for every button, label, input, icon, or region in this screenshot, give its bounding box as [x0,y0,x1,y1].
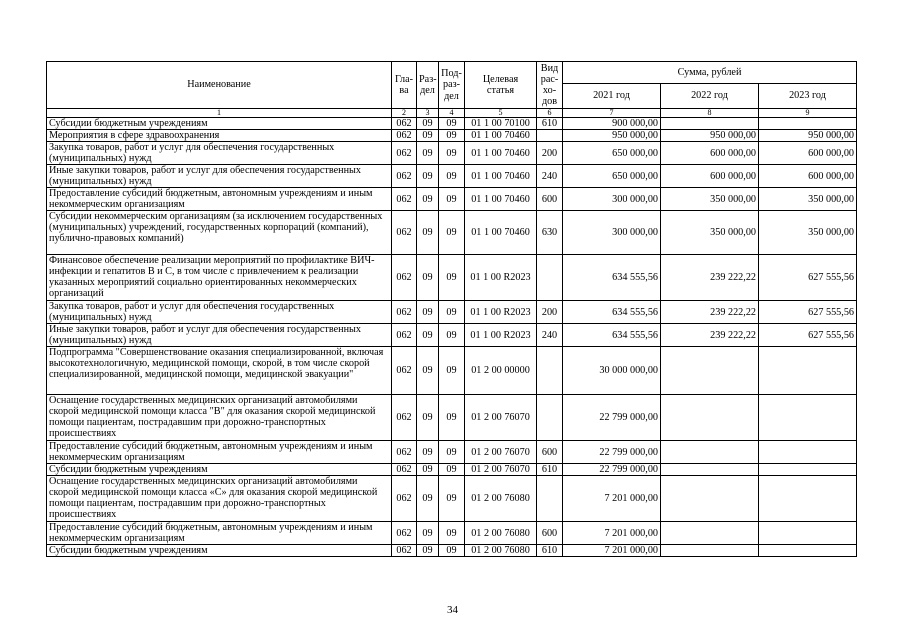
row-expense-type: 200 [537,301,563,324]
table-row [47,441,857,464]
row-name: Оснащение государственных медицинских организаций автомобилями скорой медицинской помощи класса "В" для оказания скорой медицинской помощи пациентам, пострадавшим при дорожно-транспортных происшествиях [47,395,392,441]
row-sum-2023: 350 000,00 [759,188,857,211]
header-name: Наименование [47,62,392,109]
table-row [47,522,857,545]
row-expense-type [537,347,563,395]
table-row [47,165,857,188]
row-expense-type: 240 [537,324,563,347]
row-sum-2021: 650 000,00 [563,142,661,165]
table-row [47,255,857,301]
table-row [47,464,857,476]
header-chapter: Гла- ва [392,62,417,109]
row-expense-type: 600 [537,188,563,211]
row-name: Оснащение государственных медицинских организаций автомобилями скорой медицинской помощи класса «С» для оказания скорой медицинской помощи пациентам, пострадавшим при дорожно-транспортных происшествиях [47,476,392,522]
column-numbers-row [47,109,857,118]
row-expense-type [537,255,563,301]
row-subsection: 09 [439,188,465,211]
row-chapter: 062 [392,255,417,301]
page-number: 34 [447,604,458,616]
row-chapter: 062 [392,165,417,188]
row-target: 01 2 00 76080 [465,476,537,522]
row-sum-2023 [759,522,857,545]
row-expense-type: 610 [537,545,563,557]
row-section: 09 [417,118,439,130]
row-section: 09 [417,165,439,188]
row-name: Мероприятия в сфере здравоохранения [47,130,392,142]
row-chapter: 062 [392,464,417,476]
row-section: 09 [417,395,439,441]
row-expense-type: 600 [537,441,563,464]
row-section: 09 [417,441,439,464]
table-row [47,301,857,324]
row-target: 01 2 00 76070 [465,395,537,441]
row-expense-type [537,130,563,142]
row-sum-2023: 600 000,00 [759,165,857,188]
row-target: 01 2 00 76080 [465,545,537,557]
row-chapter: 062 [392,142,417,165]
col-number: 1 [47,109,392,118]
row-target: 01 1 00 70460 [465,165,537,188]
header-section: Раз- дел [417,62,439,109]
row-chapter: 062 [392,347,417,395]
table-row [47,545,857,557]
row-sum-2022 [661,476,759,522]
header-expense-type: Вид рас- хо- дов [537,62,563,109]
row-expense-type: 610 [537,464,563,476]
row-target: 01 2 00 76070 [465,441,537,464]
row-target: 01 1 00 70460 [465,130,537,142]
row-sum-2023: 627 555,56 [759,324,857,347]
row-target: 01 2 00 76080 [465,522,537,545]
row-section: 09 [417,301,439,324]
row-section: 09 [417,347,439,395]
row-sum-2021: 7 201 000,00 [563,522,661,545]
row-sum-2022 [661,522,759,545]
row-name: Субсидии бюджетным учреждениям [47,464,392,476]
row-target: 01 1 00 70100 [465,118,537,130]
row-subsection: 09 [439,118,465,130]
row-sum-2023: 350 000,00 [759,211,857,255]
row-section: 09 [417,476,439,522]
row-sum-2021: 300 000,00 [563,211,661,255]
table-row [47,118,857,130]
row-section: 09 [417,142,439,165]
row-sum-2022 [661,464,759,476]
header-target: Целевая статья [465,62,537,109]
row-target: 01 1 00 R2023 [465,301,537,324]
row-subsection: 09 [439,255,465,301]
col-number: 9 [759,109,857,118]
table-row [47,476,857,522]
row-sum-2023 [759,347,857,395]
row-chapter: 062 [392,395,417,441]
row-chapter: 062 [392,545,417,557]
row-chapter: 062 [392,130,417,142]
row-section: 09 [417,188,439,211]
row-expense-type: 600 [537,522,563,545]
budget-table [46,61,857,557]
row-expense-type: 240 [537,165,563,188]
row-sum-2023 [759,545,857,557]
row-name: Иные закупки товаров, работ и услуг для обеспечения государственных (муниципальных) нужд [47,165,392,188]
row-subsection: 09 [439,395,465,441]
col-number: 5 [465,109,537,118]
row-name: Предоставление субсидий бюджетным, автономным учреждениям и иным некоммерческим организациям [47,188,392,211]
row-subsection: 09 [439,464,465,476]
row-subsection: 09 [439,142,465,165]
row-sum-2022: 600 000,00 [661,165,759,188]
row-sum-2022 [661,395,759,441]
row-sum-2022 [661,441,759,464]
header-2023: 2023 год [759,84,857,109]
row-sum-2021: 300 000,00 [563,188,661,211]
header-sum: Сумма, рублей [563,62,857,84]
row-sum-2022 [661,545,759,557]
row-sum-2021: 7 201 000,00 [563,476,661,522]
row-sum-2022: 239 222,22 [661,255,759,301]
row-name: Предоставление субсидий бюджетным, автономным учреждениям и иным некоммерческим организациям [47,522,392,545]
row-name: Иные закупки товаров, работ и услуг для обеспечения государственных (муниципальных) нужд [47,324,392,347]
header-2022: 2022 год [661,84,759,109]
row-subsection: 09 [439,347,465,395]
row-sum-2021: 634 555,56 [563,324,661,347]
row-name: Закупка товаров, работ и услуг для обеспечения государственных (муниципальных) нужд [47,301,392,324]
row-sum-2021: 634 555,56 [563,301,661,324]
row-sum-2022: 239 222,22 [661,301,759,324]
row-section: 09 [417,255,439,301]
row-sum-2023 [759,118,857,130]
row-sum-2023: 627 555,56 [759,301,857,324]
row-sum-2021: 22 799 000,00 [563,464,661,476]
row-sum-2021: 950 000,00 [563,130,661,142]
row-expense-type [537,395,563,441]
row-expense-type: 610 [537,118,563,130]
row-chapter: 062 [392,188,417,211]
row-sum-2021: 634 555,56 [563,255,661,301]
row-name: Закупка товаров, работ и услуг для обеспечения государственных (муниципальных) нужд [47,142,392,165]
row-sum-2021: 900 000,00 [563,118,661,130]
row-sum-2022: 950 000,00 [661,130,759,142]
row-expense-type: 630 [537,211,563,255]
row-subsection: 09 [439,165,465,188]
table-row [47,347,857,395]
col-number: 3 [417,109,439,118]
row-section: 09 [417,522,439,545]
row-sum-2023 [759,476,857,522]
row-sum-2021: 22 799 000,00 [563,441,661,464]
col-number: 4 [439,109,465,118]
row-chapter: 062 [392,301,417,324]
row-sum-2023 [759,441,857,464]
row-sum-2023: 627 555,56 [759,255,857,301]
row-chapter: 062 [392,441,417,464]
col-number: 7 [563,109,661,118]
row-chapter: 062 [392,211,417,255]
row-chapter: 062 [392,476,417,522]
table-row [47,188,857,211]
row-expense-type: 200 [537,142,563,165]
row-subsection: 09 [439,545,465,557]
col-number: 2 [392,109,417,118]
col-number: 8 [661,109,759,118]
row-subsection: 09 [439,301,465,324]
table-row [47,130,857,142]
col-number: 6 [537,109,563,118]
row-chapter: 062 [392,522,417,545]
header-2021: 2021 год [563,84,661,109]
row-chapter: 062 [392,118,417,130]
row-sum-2023: 600 000,00 [759,142,857,165]
header-subsection: Под- раз- дел [439,62,465,109]
row-sum-2021: 30 000 000,00 [563,347,661,395]
table-row [47,324,857,347]
table-row [47,211,857,255]
row-target: 01 1 00 70460 [465,142,537,165]
row-sum-2022: 600 000,00 [661,142,759,165]
row-subsection: 09 [439,130,465,142]
row-name: Субсидии бюджетным учреждениям [47,545,392,557]
row-expense-type [537,476,563,522]
row-target: 01 1 00 R2023 [465,324,537,347]
row-subsection: 09 [439,476,465,522]
row-sum-2023: 950 000,00 [759,130,857,142]
row-name: Субсидии бюджетным учреждениям [47,118,392,130]
row-section: 09 [417,464,439,476]
row-section: 09 [417,211,439,255]
row-section: 09 [417,130,439,142]
row-sum-2022: 350 000,00 [661,188,759,211]
row-target: 01 2 00 76070 [465,464,537,476]
row-section: 09 [417,324,439,347]
row-sum-2023 [759,464,857,476]
row-sum-2023 [759,395,857,441]
row-name: Подпрограмма "Совершенствование оказания специализированной, включая высокотехнологичную, медицинской помощи, скорой, в том числе скорой специализированной, медицинской помощи, медицинской эвакуации" [47,347,392,395]
row-section: 09 [417,545,439,557]
row-subsection: 09 [439,522,465,545]
row-chapter: 062 [392,324,417,347]
table-row [47,395,857,441]
row-sum-2022: 239 222,22 [661,324,759,347]
row-target: 01 2 00 00000 [465,347,537,395]
row-sum-2022 [661,118,759,130]
row-sum-2021: 7 201 000,00 [563,545,661,557]
row-subsection: 09 [439,211,465,255]
row-sum-2022 [661,347,759,395]
row-sum-2022: 350 000,00 [661,211,759,255]
row-name: Финансовое обеспечение реализации мероприятий по профилактике ВИЧ-инфекции и гепатитов B и C, в том числе с привлечением к реализации указанных мероприятий социально ориентированных некоммерческих организаций [47,255,392,301]
row-sum-2021: 650 000,00 [563,165,661,188]
row-sum-2021: 22 799 000,00 [563,395,661,441]
row-target: 01 1 00 70460 [465,188,537,211]
row-target: 01 1 00 70460 [465,211,537,255]
row-target: 01 1 00 R2023 [465,255,537,301]
table-row [47,142,857,165]
row-name: Субсидии некоммерческим организациям (за исключением государственных (муниципальных) учреждений, государственных корпораций (компаний), публично-правовых компаний) [47,211,392,255]
row-subsection: 09 [439,441,465,464]
row-name: Предоставление субсидий бюджетным, автономным учреждениям и иным некоммерческим организациям [47,441,392,464]
row-subsection: 09 [439,324,465,347]
